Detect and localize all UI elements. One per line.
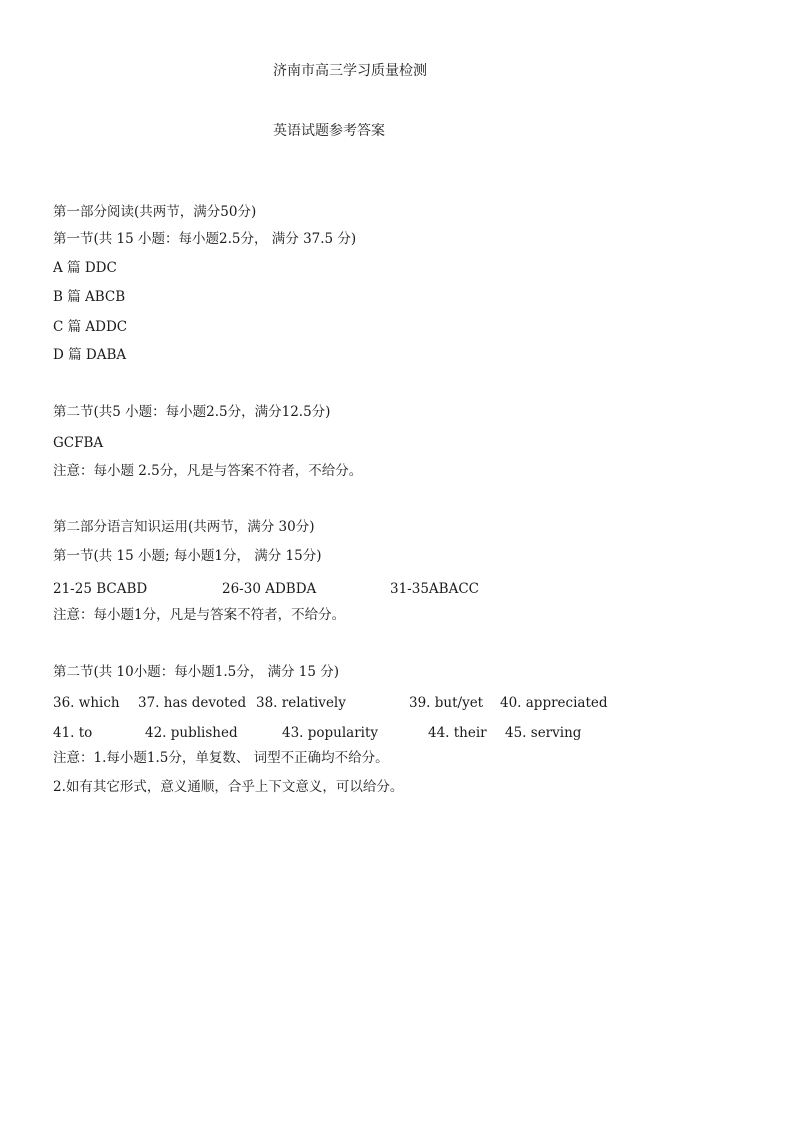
part1-answer-c: C 篇 ADDC bbox=[53, 319, 128, 335]
part2-heading: 第二部分语言知识运用(共两节，满分 30分) bbox=[53, 519, 315, 535]
document-subtitle: 英语试题参考答案 bbox=[273, 123, 385, 139]
part1-heading: 第一部分阅读(共两节，满分50分) bbox=[53, 204, 257, 220]
part2-section2-note1: 注意：1.每小题1.5分，单复数、 词型不正确均不给分。 bbox=[53, 750, 389, 766]
answer-42: 42. published bbox=[145, 725, 238, 741]
answer-41: 41. to bbox=[53, 725, 93, 741]
part2-group-31-35: 31-35ABACC bbox=[390, 581, 479, 597]
answer-45: 45. serving bbox=[505, 725, 582, 741]
part2-section2-note2: 2.如有其它形式，意义通顺，合乎上下文意义，可以给分。 bbox=[53, 779, 404, 795]
part2-group-26-30: 26-30 ADBDA bbox=[222, 581, 317, 597]
part2-section2-heading: 第二节(共 10小题：每小题1.5分， 满分 15 分) bbox=[53, 664, 340, 680]
part1-section1-heading: 第一节(共 15 小题：每小题2.5分， 满分 37.5 分) bbox=[53, 231, 357, 247]
part2-group-21-25: 21-25 BCABD bbox=[53, 581, 148, 597]
answer-44: 44. their bbox=[428, 725, 487, 741]
answer-40: 40. appreciated bbox=[500, 695, 608, 711]
part1-answer-b: B 篇 ABCB bbox=[53, 289, 126, 305]
part2-section1-heading: 第一节(共 15 小题; 每小题1分， 满分 15分) bbox=[53, 548, 322, 564]
part1-answer-d: D 篇 DABA bbox=[53, 347, 127, 363]
answer-39: 39. but/yet bbox=[409, 695, 484, 711]
answer-43: 43. popularity bbox=[282, 725, 379, 741]
answer-36: 36. which bbox=[53, 695, 120, 711]
part1-section2-heading: 第二节(共5 小题：每小题2.5分，满分12.5分) bbox=[53, 404, 331, 420]
part2-section1-note: 注意：每小题1分，凡是与答案不符者，不给分。 bbox=[53, 607, 346, 623]
part1-answer-a: A 篇 DDC bbox=[53, 260, 117, 276]
part1-section2-note: 注意：每小题 2.5分，凡是与答案不符者，不给分。 bbox=[53, 463, 363, 479]
answer-38: 38. relatively bbox=[256, 695, 346, 711]
document-title: 济南市高三学习质量检测 bbox=[273, 63, 427, 79]
part1-section2-answer: GCFBA bbox=[53, 435, 104, 451]
answer-37: 37. has devoted bbox=[138, 695, 247, 711]
